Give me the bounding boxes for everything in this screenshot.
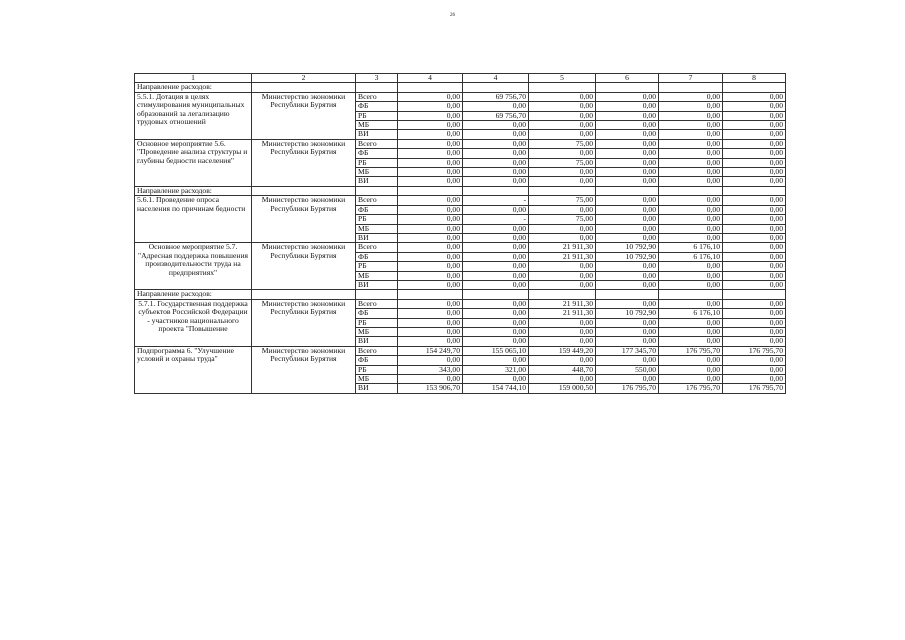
- table-row: [135, 299, 786, 308]
- value-cell: 0,00: [463, 252, 529, 261]
- empty-cell: [659, 290, 723, 299]
- value-cell: 0,00: [398, 252, 463, 261]
- item-title: Основное мероприятие 5.6. "Проведение анализа структуры и глубины бедности населения": [135, 139, 252, 186]
- value-cell: 0,00: [398, 318, 463, 327]
- source-cell: РБ: [356, 318, 398, 327]
- value-cell: 0,00: [463, 139, 529, 148]
- value-cell: 0,00: [398, 168, 463, 177]
- value-cell: 0,00: [398, 224, 463, 233]
- table-row: [135, 243, 786, 252]
- value-cell: 0,00: [463, 149, 529, 158]
- value-cell: 154 744,10: [463, 384, 529, 393]
- value-cell: 177 345,70: [596, 346, 659, 355]
- value-cell: 343,00: [398, 365, 463, 374]
- column-header: 5: [529, 74, 596, 83]
- value-cell: 0,00: [596, 356, 659, 365]
- source-cell: ФБ: [356, 205, 398, 214]
- value-cell: 0,00: [398, 158, 463, 167]
- value-cell: 0,00: [529, 262, 596, 271]
- value-cell: 0,00: [723, 318, 786, 327]
- value-cell: 0,00: [529, 121, 596, 130]
- direction-row: [135, 83, 786, 92]
- value-cell: 0,00: [463, 375, 529, 384]
- value-cell: 21 911,30: [529, 309, 596, 318]
- value-cell: 0,00: [596, 215, 659, 224]
- value-cell: 0,00: [723, 111, 786, 120]
- value-cell: 0,00: [529, 233, 596, 242]
- empty-cell: [356, 290, 398, 299]
- value-cell: 0,00: [463, 318, 529, 327]
- value-cell: 69 756,70: [463, 111, 529, 120]
- item-title: Подпрограмма 6. "Улучшение условий и охраны труда": [135, 346, 252, 393]
- value-cell: 0,00: [659, 215, 723, 224]
- value-cell: 0,00: [398, 262, 463, 271]
- value-cell: 0,00: [463, 158, 529, 167]
- value-cell: 0,00: [463, 224, 529, 233]
- value-cell: 0,00: [596, 262, 659, 271]
- value-cell: 0,00: [398, 215, 463, 224]
- source-cell: Всего: [356, 196, 398, 205]
- value-cell: 0,00: [659, 111, 723, 120]
- value-cell: 6 176,10: [659, 309, 723, 318]
- value-cell: 0,00: [596, 337, 659, 346]
- value-cell: 176 795,70: [596, 384, 659, 393]
- value-cell: 0,00: [398, 356, 463, 365]
- value-cell: 0,00: [596, 299, 659, 308]
- item-title: 5.5.1. Дотация в целях стимулирования муниципальных образований за легализацию трудовых отношений: [135, 92, 252, 139]
- value-cell: 0,00: [723, 158, 786, 167]
- value-cell: 0,00: [659, 271, 723, 280]
- value-cell: 0,00: [596, 168, 659, 177]
- value-cell: 0,00: [723, 356, 786, 365]
- source-cell: Всего: [356, 139, 398, 148]
- value-cell: 0,00: [596, 280, 659, 289]
- source-cell: МБ: [356, 271, 398, 280]
- source-cell: ВИ: [356, 337, 398, 346]
- value-cell: 6 176,10: [659, 252, 723, 261]
- value-cell: 0,00: [723, 309, 786, 318]
- value-cell: 0,00: [723, 280, 786, 289]
- value-cell: 0,00: [463, 271, 529, 280]
- value-cell: 0,00: [463, 205, 529, 214]
- value-cell: 0,00: [723, 327, 786, 336]
- value-cell: 0,00: [723, 139, 786, 148]
- value-cell: 176 795,70: [723, 346, 786, 355]
- value-cell: 0,00: [659, 224, 723, 233]
- value-cell: 0,00: [596, 102, 659, 111]
- item-title: 5.6.1. Проведение опроса населения по причинам бедности: [135, 196, 252, 243]
- value-cell: 10 792,90: [596, 243, 659, 252]
- value-cell: 0,00: [596, 111, 659, 120]
- source-cell: МБ: [356, 168, 398, 177]
- value-cell: 6 176,10: [659, 243, 723, 252]
- value-cell: 0,00: [659, 168, 723, 177]
- item-title: Основное мероприятие 5.7. "Адресная поддержка повышения производительности труда на предприятиях": [135, 243, 252, 290]
- value-cell: 0,00: [529, 375, 596, 384]
- source-cell: РБ: [356, 262, 398, 271]
- value-cell: 0,00: [463, 130, 529, 139]
- value-cell: 0,00: [723, 102, 786, 111]
- source-cell: РБ: [356, 158, 398, 167]
- value-cell: 0,00: [596, 177, 659, 186]
- empty-cell: [463, 186, 529, 195]
- value-cell: 0,00: [398, 327, 463, 336]
- value-cell: 0,00: [398, 233, 463, 242]
- source-cell: Всего: [356, 92, 398, 101]
- value-cell: 0,00: [398, 309, 463, 318]
- value-cell: 0,00: [463, 168, 529, 177]
- value-cell: 0,00: [723, 196, 786, 205]
- value-cell: 0,00: [596, 271, 659, 280]
- value-cell: 0,00: [659, 375, 723, 384]
- value-cell: 0,00: [529, 111, 596, 120]
- value-cell: 0,00: [659, 262, 723, 271]
- value-cell: 0,00: [398, 92, 463, 101]
- value-cell: 159 000,50: [529, 384, 596, 393]
- column-header: 4: [398, 74, 463, 83]
- value-cell: 0,00: [398, 130, 463, 139]
- value-cell: 0,00: [596, 205, 659, 214]
- value-cell: 0,00: [596, 224, 659, 233]
- value-cell: -: [463, 196, 529, 205]
- value-cell: 0,00: [529, 168, 596, 177]
- source-cell: ВИ: [356, 233, 398, 242]
- page-number: 26: [450, 13, 455, 18]
- value-cell: 0,00: [463, 280, 529, 289]
- value-cell: 0,00: [596, 375, 659, 384]
- item-title: 5.7.1. Государственная поддержка субъектов Российской Федерации - участников национального проекта "Повышение: [135, 299, 252, 346]
- empty-cell: [398, 290, 463, 299]
- source-cell: ФБ: [356, 356, 398, 365]
- ministry-cell: Министерство экономики Республики Бурятия: [252, 243, 356, 290]
- value-cell: 0,00: [723, 365, 786, 374]
- column-header: 8: [723, 74, 786, 83]
- value-cell: 0,00: [659, 177, 723, 186]
- column-header: 2: [252, 74, 356, 83]
- value-cell: 0,00: [463, 262, 529, 271]
- value-cell: 21 911,30: [529, 252, 596, 261]
- source-cell: МБ: [356, 375, 398, 384]
- source-cell: ФБ: [356, 252, 398, 261]
- value-cell: 154 249,70: [398, 346, 463, 355]
- column-header: 7: [659, 74, 723, 83]
- empty-cell: [596, 290, 659, 299]
- source-cell: Всего: [356, 299, 398, 308]
- value-cell: 0,00: [398, 375, 463, 384]
- value-cell: 0,00: [463, 327, 529, 336]
- direction-label: Направление расходов:: [135, 290, 252, 299]
- source-cell: ФБ: [356, 309, 398, 318]
- value-cell: 0,00: [398, 177, 463, 186]
- source-cell: РБ: [356, 215, 398, 224]
- value-cell: 0,00: [463, 233, 529, 242]
- table-row: [135, 346, 786, 355]
- value-cell: 0,00: [398, 196, 463, 205]
- value-cell: 0,00: [723, 177, 786, 186]
- value-cell: 0,00: [529, 149, 596, 158]
- value-cell: 10 792,90: [596, 252, 659, 261]
- value-cell: 176 795,70: [659, 384, 723, 393]
- value-cell: 0,00: [398, 243, 463, 252]
- value-cell: 0,00: [398, 271, 463, 280]
- value-cell: 155 065,10: [463, 346, 529, 355]
- value-cell: 0,00: [398, 205, 463, 214]
- value-cell: 21 911,30: [529, 299, 596, 308]
- value-cell: 176 795,70: [723, 384, 786, 393]
- ministry-cell: Министерство экономики Республики Бурятия: [252, 299, 356, 346]
- empty-cell: [596, 83, 659, 92]
- direction-row: [135, 186, 786, 195]
- value-cell: 0,00: [723, 337, 786, 346]
- value-cell: 0,00: [398, 299, 463, 308]
- value-cell: 0,00: [659, 327, 723, 336]
- value-cell: 0,00: [659, 365, 723, 374]
- source-cell: РБ: [356, 365, 398, 374]
- source-cell: МБ: [356, 121, 398, 130]
- value-cell: 0,00: [723, 121, 786, 130]
- value-cell: 0,00: [596, 92, 659, 101]
- value-cell: 0,00: [659, 92, 723, 101]
- column-header: 4: [463, 74, 529, 83]
- empty-cell: [356, 83, 398, 92]
- value-cell: 0,00: [723, 130, 786, 139]
- table-row: [135, 92, 786, 101]
- ministry-cell: Министерство экономики Республики Бурятия: [252, 196, 356, 243]
- value-cell: 0,00: [398, 102, 463, 111]
- column-header: 1: [135, 74, 252, 83]
- empty-cell: [463, 83, 529, 92]
- value-cell: 0,00: [398, 337, 463, 346]
- direction-row: [135, 290, 786, 299]
- value-cell: 75,00: [529, 139, 596, 148]
- value-cell: 0,00: [596, 158, 659, 167]
- value-cell: 0,00: [723, 375, 786, 384]
- value-cell: 159 449,20: [529, 346, 596, 355]
- value-cell: 0,00: [398, 149, 463, 158]
- value-cell: 0,00: [529, 318, 596, 327]
- value-cell: 0,00: [659, 299, 723, 308]
- value-cell: 0,00: [723, 299, 786, 308]
- ministry-cell: Министерство экономики Республики Бурятия: [252, 346, 356, 393]
- empty-cell: [252, 83, 356, 92]
- value-cell: 0,00: [596, 233, 659, 242]
- table-row: [135, 139, 786, 148]
- value-cell: 0,00: [723, 149, 786, 158]
- source-cell: ФБ: [356, 149, 398, 158]
- source-cell: ВИ: [356, 280, 398, 289]
- value-cell: 0,00: [463, 299, 529, 308]
- value-cell: 0,00: [659, 196, 723, 205]
- value-cell: 0,00: [463, 356, 529, 365]
- value-cell: 0,00: [723, 215, 786, 224]
- value-cell: 0,00: [659, 158, 723, 167]
- value-cell: 0,00: [659, 102, 723, 111]
- value-cell: 0,00: [659, 337, 723, 346]
- value-cell: 0,00: [723, 243, 786, 252]
- value-cell: 0,00: [596, 130, 659, 139]
- ministry-cell: Министерство экономики Республики Бурятия: [252, 92, 356, 139]
- value-cell: 75,00: [529, 196, 596, 205]
- source-cell: ВИ: [356, 384, 398, 393]
- value-cell: 0,00: [723, 205, 786, 214]
- value-cell: 0,00: [723, 92, 786, 101]
- value-cell: 0,00: [398, 139, 463, 148]
- value-cell: 0,00: [596, 149, 659, 158]
- value-cell: 0,00: [723, 262, 786, 271]
- value-cell: 0,00: [529, 224, 596, 233]
- value-cell: 0,00: [659, 318, 723, 327]
- value-cell: 0,00: [596, 196, 659, 205]
- value-cell: 153 906,70: [398, 384, 463, 393]
- value-cell: 75,00: [529, 158, 596, 167]
- value-cell: 0,00: [529, 356, 596, 365]
- empty-cell: [529, 83, 596, 92]
- direction-label: Направление расходов:: [135, 83, 252, 92]
- value-cell: 0,00: [463, 177, 529, 186]
- budget-table: [134, 73, 786, 394]
- value-cell: 0,00: [659, 205, 723, 214]
- empty-cell: [723, 290, 786, 299]
- value-cell: -: [463, 215, 529, 224]
- value-cell: 0,00: [659, 149, 723, 158]
- source-cell: ФБ: [356, 102, 398, 111]
- source-cell: МБ: [356, 224, 398, 233]
- empty-cell: [252, 290, 356, 299]
- value-cell: 321,00: [463, 365, 529, 374]
- value-cell: 0,00: [529, 271, 596, 280]
- value-cell: 0,00: [463, 309, 529, 318]
- value-cell: 0,00: [659, 130, 723, 139]
- value-cell: 0,00: [723, 224, 786, 233]
- empty-cell: [398, 83, 463, 92]
- value-cell: 0,00: [463, 337, 529, 346]
- value-cell: 0,00: [398, 280, 463, 289]
- value-cell: 176 795,70: [659, 346, 723, 355]
- value-cell: 0,00: [659, 356, 723, 365]
- value-cell: 0,00: [463, 243, 529, 252]
- value-cell: 0,00: [596, 327, 659, 336]
- value-cell: 0,00: [529, 205, 596, 214]
- source-cell: МБ: [356, 327, 398, 336]
- value-cell: 0,00: [659, 121, 723, 130]
- empty-cell: [659, 83, 723, 92]
- value-cell: 0,00: [398, 111, 463, 120]
- source-cell: ВИ: [356, 177, 398, 186]
- value-cell: 0,00: [723, 271, 786, 280]
- value-cell: 0,00: [529, 102, 596, 111]
- column-header: 6: [596, 74, 659, 83]
- value-cell: 0,00: [529, 327, 596, 336]
- value-cell: 0,00: [529, 130, 596, 139]
- empty-cell: [529, 290, 596, 299]
- header-row: [135, 74, 786, 83]
- source-cell: Всего: [356, 243, 398, 252]
- value-cell: 75,00: [529, 215, 596, 224]
- value-cell: 0,00: [529, 177, 596, 186]
- value-cell: 0,00: [398, 121, 463, 130]
- value-cell: 550,00: [596, 365, 659, 374]
- empty-cell: [723, 83, 786, 92]
- empty-cell: [463, 290, 529, 299]
- direction-label: Направление расходов:: [135, 186, 252, 195]
- value-cell: 0,00: [463, 121, 529, 130]
- value-cell: 10 792,90: [596, 309, 659, 318]
- value-cell: 0,00: [529, 337, 596, 346]
- value-cell: 0,00: [723, 252, 786, 261]
- value-cell: 21 911,30: [529, 243, 596, 252]
- value-cell: 0,00: [659, 280, 723, 289]
- value-cell: 0,00: [596, 318, 659, 327]
- value-cell: 0,00: [529, 92, 596, 101]
- value-cell: 0,00: [723, 233, 786, 242]
- value-cell: 0,00: [659, 139, 723, 148]
- value-cell: 0,00: [596, 139, 659, 148]
- value-cell: 0,00: [463, 102, 529, 111]
- source-cell: Всего: [356, 346, 398, 355]
- source-cell: РБ: [356, 111, 398, 120]
- value-cell: 69 756,70: [463, 92, 529, 101]
- value-cell: 0,00: [529, 280, 596, 289]
- value-cell: 0,00: [659, 233, 723, 242]
- ministry-cell: Министерство экономики Республики Бурятия: [252, 139, 356, 186]
- value-cell: 448,70: [529, 365, 596, 374]
- value-cell: 0,00: [596, 121, 659, 130]
- column-header: 3: [356, 74, 398, 83]
- table-row: [135, 196, 786, 205]
- value-cell: 0,00: [723, 168, 786, 177]
- source-cell: ВИ: [356, 130, 398, 139]
